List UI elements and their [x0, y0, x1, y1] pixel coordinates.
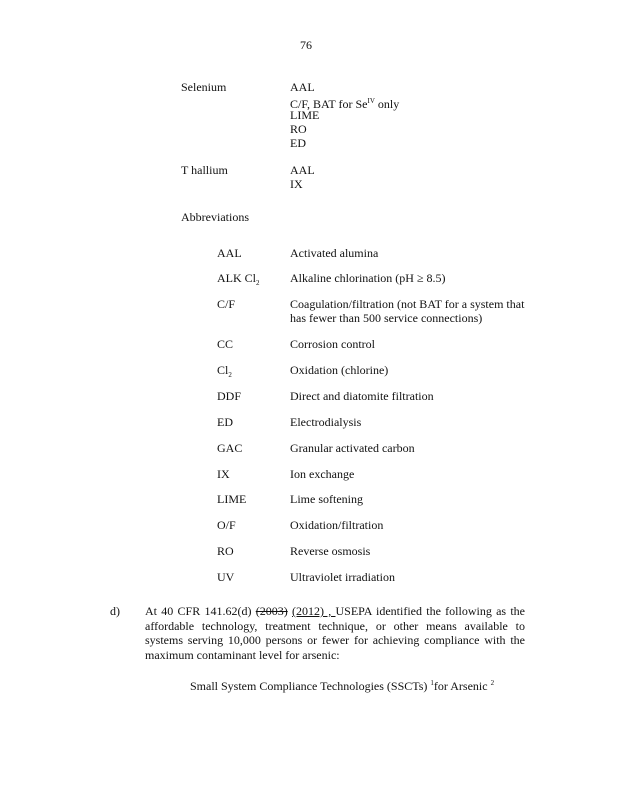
abbr-term: IX	[217, 467, 230, 481]
abbr-meaning: Activated alumina	[290, 246, 379, 260]
abbreviations-heading: Abbreviations	[181, 210, 249, 224]
abbr-term: DDF	[217, 389, 242, 403]
abbr-term-subscript: 2	[256, 279, 260, 287]
abbr-term: RO	[217, 544, 234, 558]
sscts-footnote-2: 2	[490, 679, 495, 687]
abbr-term: CC	[217, 337, 234, 351]
page-number: 76	[300, 38, 312, 52]
abbr-term: ED	[217, 415, 233, 429]
thallium-label: T hallium	[181, 163, 228, 177]
paragraph-d-struck-year: (2003)	[255, 604, 288, 618]
selenium-bat-text: C/F, BAT for Se	[290, 97, 368, 111]
abbr-meaning: Ion exchange	[290, 467, 355, 481]
abbr-term	[217, 271, 260, 290]
paragraph-d-text	[145, 604, 525, 662]
paragraph-d-inserted-year: (2012)	[291, 604, 324, 618]
abbr-term-subscript: 2	[228, 371, 232, 379]
paragraph-d-label: d)	[110, 604, 120, 618]
abbr-term: O/F	[217, 518, 236, 532]
sscts-title-suffix: for Arsenic	[433, 679, 488, 693]
selenium-item-ro: RO	[290, 122, 307, 136]
abbr-term-text: ALK Cl	[217, 271, 256, 285]
selenium-item-aal: AAL	[290, 80, 315, 94]
abbr-meaning: Corrosion control	[290, 337, 375, 351]
abbr-meaning: Oxidation/filtration	[290, 518, 384, 532]
paragraph-d-text-after: USEPA identified the following as the affordable technology, treatment technique, or other means available to systems serving 10,000 persons or fewer for achieving compliance with the maximum contaminant level for arsenic:	[145, 604, 525, 662]
selenium-item-lime: LIME	[290, 108, 320, 122]
abbr-meaning: Ultraviolet irradiation	[290, 570, 395, 584]
selenium-item-ed: ED	[290, 136, 306, 150]
thallium-item-ix: IX	[290, 177, 303, 191]
thallium-item-aal: AAL	[290, 163, 315, 177]
abbr-term: AAL	[217, 246, 242, 260]
abbr-meaning: Lime softening	[290, 492, 363, 506]
sscts-title	[190, 676, 494, 693]
paragraph-d-text-before: At 40 CFR 141.62(d)	[145, 604, 256, 618]
abbr-term: C/F	[217, 297, 236, 311]
abbr-meaning: Alkaline chlorination (pH ≥ 8.5)	[290, 271, 446, 285]
abbr-meaning: Reverse osmosis	[290, 544, 371, 558]
selenium-label: Selenium	[181, 80, 227, 94]
abbr-term	[217, 363, 232, 382]
abbr-meaning: Oxidation (chlorine)	[290, 363, 389, 377]
abbr-term: UV	[217, 570, 235, 584]
abbr-meaning-continued: has fewer than 500 service connections)	[290, 311, 483, 325]
abbr-meaning: Electrodialysis	[290, 415, 362, 429]
abbr-term: GAC	[217, 441, 243, 455]
selenium-bat-suffix: only	[377, 97, 400, 111]
abbr-meaning: Direct and diatomite filtration	[290, 389, 434, 403]
sscts-title-text: Small System Compliance Technologies (SSCTs)	[190, 679, 428, 693]
paragraph-d-inserted-mark: ,	[323, 604, 336, 618]
abbr-meaning: Granular activated carbon	[290, 441, 415, 455]
abbr-term-text: Cl	[217, 363, 229, 377]
abbr-meaning: Coagulation/filtration (not BAT for a system that	[290, 297, 525, 311]
selenium-bat-superscript: IV	[367, 97, 375, 105]
abbr-term: LIME	[217, 492, 247, 506]
sscts-footnote-1: 1	[430, 679, 434, 687]
